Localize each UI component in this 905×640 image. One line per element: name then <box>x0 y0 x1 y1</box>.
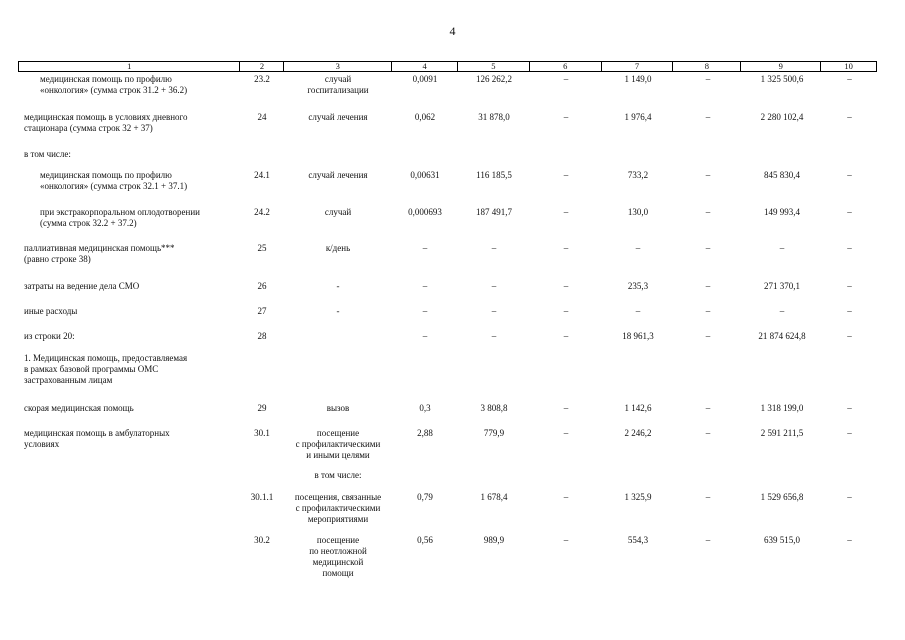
row-label: медицинская помощь в условиях дневного стационара (сумма строк 32 + 37) <box>24 112 188 133</box>
cell-c8: – <box>705 207 711 217</box>
cell-c6: – <box>563 74 569 84</box>
cell-c7: 1 142,6 <box>624 403 652 413</box>
cell-c3: случай <box>324 207 352 217</box>
cell-c7: 2 246,2 <box>624 428 652 438</box>
cell-c6: – <box>563 243 569 253</box>
cell-c10: – <box>847 331 852 341</box>
cell-c10: – <box>847 170 852 180</box>
cell-c9: – <box>779 306 785 316</box>
cell-c2: 30.1.1 <box>250 492 274 502</box>
header-col-1: 1 <box>19 62 240 71</box>
cell-c3: посещение с профилактическими и иными целями <box>295 428 381 460</box>
cell-c7: 1 149,0 <box>624 74 652 84</box>
cell-c6: – <box>563 306 569 316</box>
cell-c2: 29 <box>257 403 267 413</box>
cell-c8: – <box>705 281 711 291</box>
row-label: иные расходы <box>24 306 78 316</box>
header-col-3: 3 <box>284 62 392 71</box>
cell-c5: 126 262,2 <box>476 74 512 84</box>
cell-c3: - <box>336 306 340 316</box>
cell-c8: – <box>705 243 711 253</box>
cell-c7: 1 325,9 <box>624 492 652 502</box>
cell-c6: – <box>563 428 569 438</box>
cell-c6: – <box>563 170 569 180</box>
cell-c7: 554,3 <box>627 535 649 545</box>
cell-c4: 0,000693 <box>408 207 442 217</box>
cell-c2: 30.1 <box>254 428 270 438</box>
row-label: затраты на ведение дела СМО <box>24 281 140 291</box>
cell-c9: 1 325 500,6 <box>760 74 804 84</box>
cell-c9: 2 591 211,5 <box>760 428 804 438</box>
cell-c2: 27 <box>257 306 267 316</box>
header-col-7: 7 <box>602 62 674 71</box>
cell-c9: 1 529 656,8 <box>760 492 804 502</box>
cell-c3: случай лечения <box>308 170 368 180</box>
row-label: паллиативная медицинская помощь*** (равно строке 38) <box>24 243 175 264</box>
cell-c8: – <box>705 112 711 122</box>
cell-c4: – <box>422 243 428 253</box>
cell-c3: в том числе: <box>314 470 362 480</box>
row-label: 1. Медицинская помощь, предоставляемая в рамках базовой программы ОМС застрахованным лицам <box>24 353 188 385</box>
cell-c7: 235,3 <box>627 281 649 291</box>
cell-c4: 0,56 <box>417 535 433 545</box>
cell-c8: – <box>705 74 711 84</box>
cell-c10: – <box>847 403 852 413</box>
header-col-10: 10 <box>844 61 853 71</box>
cell-c7: – <box>635 306 641 316</box>
row-label: медицинская помощь в амбулаторных условиях <box>24 428 170 449</box>
cell-c5: 187 491,7 <box>476 207 512 217</box>
cell-c3: случай лечения <box>308 112 368 122</box>
cell-c9: 271 370,1 <box>764 281 800 291</box>
cell-c3: посещение по неотложной медицинской помощи <box>309 535 367 578</box>
table-header-row <box>18 61 877 72</box>
header-col-4: 4 <box>392 62 458 71</box>
row-label: медицинская помощь по профилю «онкология» (сумма строк 32.1 + 37.1) <box>40 170 188 191</box>
cell-c6: – <box>563 535 569 545</box>
cell-c10: – <box>847 74 852 84</box>
cell-c2: 25 <box>257 243 267 253</box>
cell-c4: 0,062 <box>414 112 436 122</box>
header-col-9: 9 <box>741 62 821 71</box>
cell-c5: – <box>491 306 497 316</box>
cell-c5: – <box>491 243 497 253</box>
cell-c4: 0,0091 <box>412 74 438 84</box>
cell-c4: 0,00631 <box>410 170 440 180</box>
header-col-6: 6 <box>530 62 602 71</box>
cell-c9: 149 993,4 <box>764 207 800 217</box>
header-col-8: 8 <box>673 62 741 71</box>
cell-c5: 116 185,5 <box>476 170 512 180</box>
cell-c10: – <box>847 112 852 122</box>
cell-c8: – <box>705 535 711 545</box>
cell-c6: – <box>563 112 569 122</box>
cell-c9: 845 830,4 <box>764 170 800 180</box>
cell-c5: 3 808,8 <box>480 403 508 413</box>
row-label: из строки 20: <box>24 331 75 341</box>
cell-c4: 2,88 <box>417 428 433 438</box>
cell-c6: – <box>563 331 569 341</box>
cell-c4: – <box>422 281 428 291</box>
cell-c2: 24 <box>257 112 267 122</box>
cell-c10: – <box>847 306 852 316</box>
cell-c7: – <box>635 243 641 253</box>
cell-c2: 26 <box>257 281 267 291</box>
cell-c3: вызов <box>326 403 350 413</box>
cell-c8: – <box>705 492 711 502</box>
cell-c9: 2 280 102,4 <box>760 112 804 122</box>
cell-c5: – <box>491 331 497 341</box>
cell-c4: – <box>422 331 428 341</box>
cell-c2: 28 <box>257 331 267 341</box>
cell-c9: 639 515,0 <box>764 535 800 545</box>
cell-c5: 989,9 <box>483 535 505 545</box>
cell-c6: – <box>563 207 569 217</box>
cell-c9: – <box>779 243 785 253</box>
cell-c7: 130,0 <box>627 207 649 217</box>
cell-c3: посещения, связанные с профилактическими мероприятиями <box>294 492 382 524</box>
cell-c10: – <box>847 207 852 217</box>
cell-c5: 1 678,4 <box>480 492 508 502</box>
row-label: скорая медицинская помощь <box>24 403 134 413</box>
cell-c10: – <box>847 243 852 253</box>
cell-c8: – <box>705 428 711 438</box>
cell-c7: 733,2 <box>627 170 649 180</box>
cell-c5: 779,9 <box>483 428 505 438</box>
cell-c4: 0,79 <box>417 492 433 502</box>
cell-c10: – <box>847 492 852 502</box>
row-label: в том числе: <box>24 149 71 159</box>
cell-c6: – <box>563 281 569 291</box>
cell-c10: – <box>847 535 852 545</box>
cell-c6: – <box>563 403 569 413</box>
cell-c8: – <box>705 170 711 180</box>
page-number: 4 <box>449 24 456 38</box>
cell-c10: – <box>847 428 852 438</box>
row-label: при экстракорпоральном оплодотворении (сумма строк 32.2 + 37.2) <box>40 207 200 228</box>
cell-c4: – <box>422 306 428 316</box>
cell-c2: 30.2 <box>254 535 270 545</box>
cell-c8: – <box>705 331 711 341</box>
cell-c2: 23.2 <box>254 74 270 84</box>
cell-c7: 1 976,4 <box>624 112 652 122</box>
cell-c9: 21 874 624,8 <box>758 331 806 341</box>
header-col-2: 2 <box>240 62 284 71</box>
cell-c5: – <box>491 281 497 291</box>
cell-c3: к/день <box>325 243 351 253</box>
header-col-5: 5 <box>458 62 530 71</box>
cell-c5: 31 878,0 <box>478 112 510 122</box>
cell-c2: 24.2 <box>254 207 270 217</box>
cell-c9: 1 318 199,0 <box>760 403 804 413</box>
row-label: медицинская помощь по профилю «онкология» (сумма строк 31.2 + 36.2) <box>40 74 188 95</box>
cell-c3: - <box>336 281 340 291</box>
cell-c8: – <box>705 306 711 316</box>
cell-c8: – <box>705 403 711 413</box>
cell-c10: – <box>847 281 852 291</box>
cell-c2: 24.1 <box>254 170 270 180</box>
cell-c6: – <box>563 492 569 502</box>
cell-c4: 0,3 <box>419 403 431 413</box>
cell-c3: случай госпитализации <box>307 74 369 95</box>
cell-c7: 18 961,3 <box>622 331 654 341</box>
